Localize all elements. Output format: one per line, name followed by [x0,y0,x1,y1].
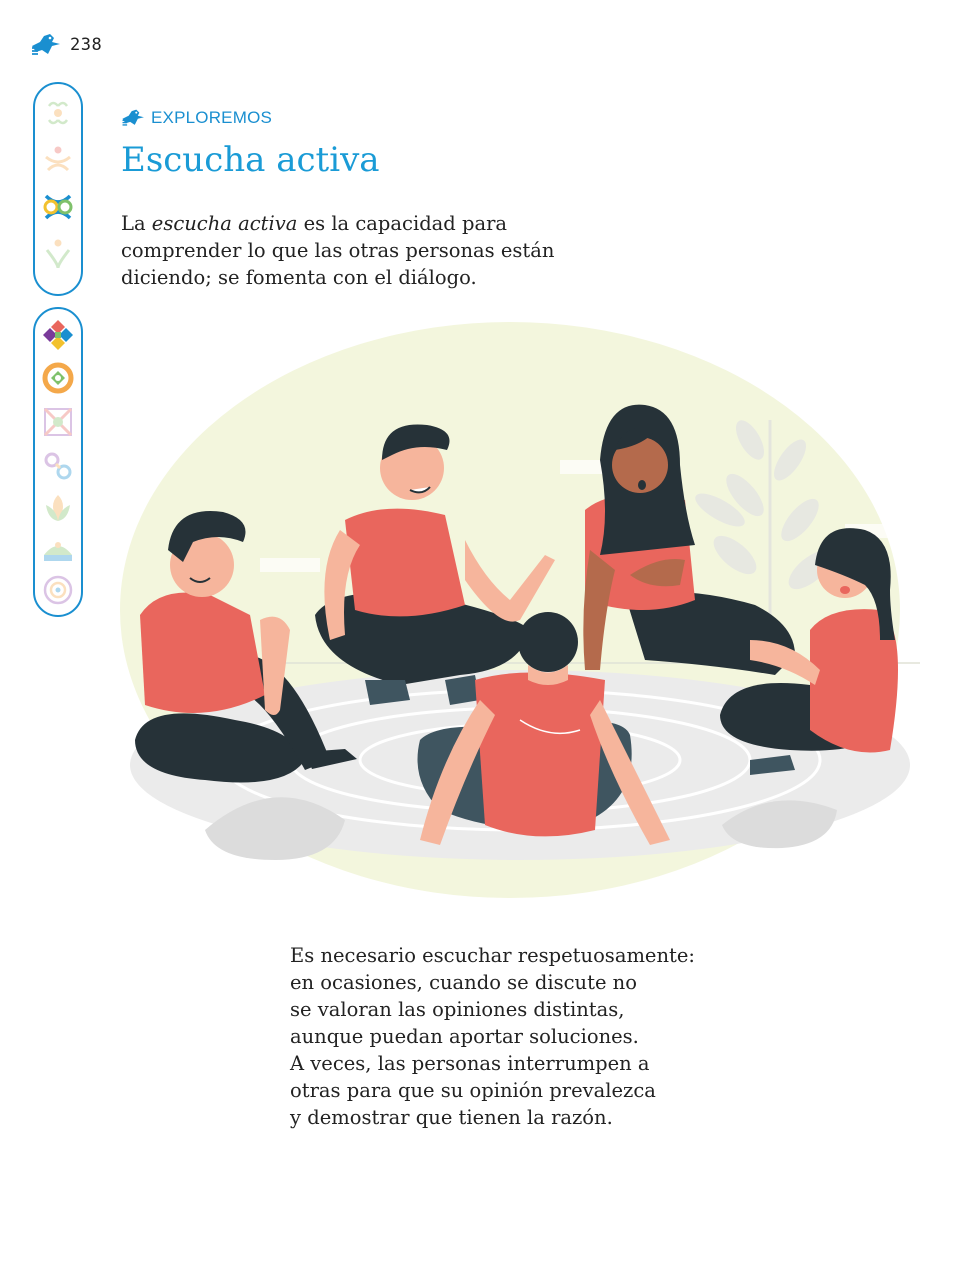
eje-interculturalidad-icon[interactable] [41,405,75,439]
campo-formativo-saberes-icon[interactable] [41,142,75,176]
intro-after: es la capacidad para comprender lo que las otras personas están diciendo; se fomenta con el diálogo. [121,212,555,289]
sidebar-campos-formativos [33,82,83,296]
campo-formativo-humano-icon[interactable] [41,236,75,270]
eje-pensamiento-critico-icon[interactable] [41,361,75,395]
group-conversation-illustration [110,320,920,910]
eje-inclusion-icon[interactable] [41,318,75,352]
page-title: Escucha activa [121,140,380,180]
page-number: 238 [70,35,103,55]
campo-formativo-lenguajes-icon[interactable] [41,96,75,130]
page-number-block [30,32,102,58]
body-line: Es necesario escuchar respetuosamente: [290,944,695,967]
eje-lectura-escritura-icon[interactable] [41,533,75,567]
quetzal-bird-icon [121,108,147,128]
quetzal-bird-icon [30,32,64,58]
intro-term: escucha activa [151,212,298,235]
body-line: y demostrar que tienen la razón. [290,1106,613,1129]
campo-formativo-etica-icon[interactable] [41,190,75,224]
eje-artes-icon[interactable] [41,573,75,607]
body-line: aunque puedan aportar soluciones. [290,1025,639,1048]
intro-before: La [121,212,152,235]
sidebar-ejes-articuladores [33,307,83,617]
section-label-text: EXPLOREMOS [151,108,273,127]
body-line: otras para que su opinión prevalezca [290,1079,656,1102]
eje-igualdad-genero-icon[interactable] [41,449,75,483]
intro-paragraph [121,210,581,291]
eje-vida-saludable-icon[interactable] [41,491,75,525]
body-line: A veces, las personas interrumpen a [290,1052,650,1075]
body-line: en ocasiones, cuando se discute no [290,971,637,994]
body-paragraph [290,942,730,1131]
section-label [121,108,272,128]
body-line: se valoran las opiniones distintas, [290,998,625,1021]
wall-panel [260,558,320,572]
